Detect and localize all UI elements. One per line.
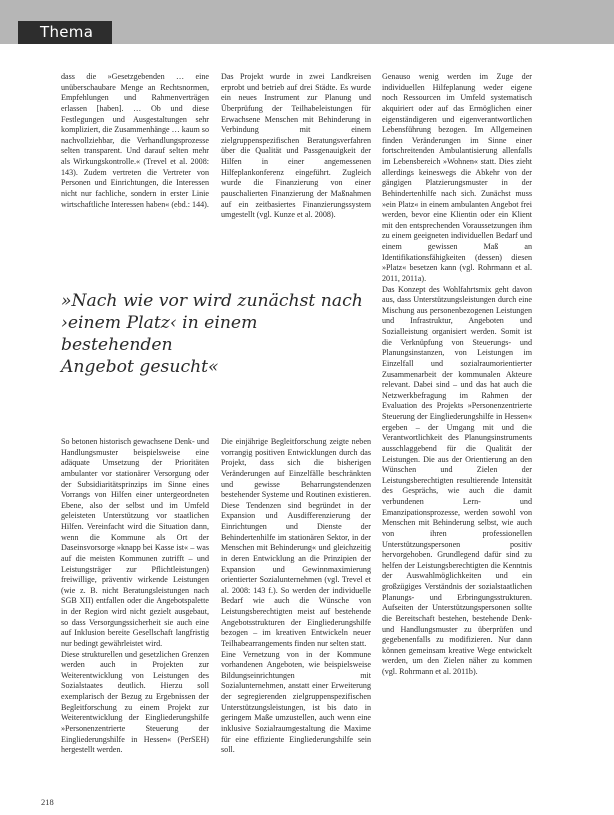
column-1-bottom <box>61 437 209 756</box>
paragraph: Das Projekt wurde in zwei Landkreisen erprobt und betrieb auf drei Städte. Es wurde ein neues Instrument zur Planung und Überprüfung der Teilhabeleistungen für Erwachsene Menschen mit Behinderung in Verbindung mit einem zielgruppenspezifischen Beratungsverfahren über die Qualität und Passgenauigkeit der Hilfen in einer angemessenen Hilfeplankonferenz eingeführt. Zugleich wurde die Finanzierung von einer pauschalierten Finanzierung der Maßnahmen auf ein zeitbasiertes Finanzierungssystem umgestellt (vgl. Kunze et al. 2008). <box>221 72 371 220</box>
pull-quote-line: Angebot gesucht« <box>61 357 219 377</box>
pull-quote <box>61 290 371 378</box>
column-1-top <box>61 72 209 210</box>
pull-quote-line: »Nach wie vor wird zunächst nach <box>61 291 363 311</box>
column-3 <box>382 72 532 678</box>
paragraph: Eine Vernetzung von in der Kommune vorhandenen Angeboten, wie beispielsweise Bildungseinrichtungen mit Sozialunternehmen, anstatt einer Erweiterung der segregierenden zielgruppenspezifischen Unterstützungsleistungen, ist bis dato in geringem Maße umzustellen, auch wenn eine inklusive Sozialraumgestaltung die Maxime für eine effiziente Eingliederungshilfe sein soll. <box>221 649 371 755</box>
paragraph: Das Konzept des Wohlfahrtsmix geht davon aus, dass Unterstützungsleistungen durch eine Mischung aus personenbezogenen Leistungen und Infrastruktur, Angeboten und Sozialleistung organisiert werden. Somit ist die Verknüpfung von Steuerungs- und Planungsinstanzen, von Leistungen im Einzelfall und sozialraumorientierter Zusammenarbeit der kommunalen Akteure relevant. Dabei sind – und das hat auch die Netzwerkbefragung im Rahmen der Evaluation des Projekts »Personenzentrierte Steuerung der Eingliederungshilfe in Hessen« ergeben – der Umgang mit und die Verantwortlichkeit des Planungsinstruments ausschlaggebend für die Qualität der Leistungen. Die aus der Orientierung an den Wünschen und Zielen der Leistungsberechtigten resultierende Intensität des Gesprächs, wie auch die damit verbundenen Lern- und Emanzipationsprozesse, werden sowohl von Menschen mit Behinderung selbst, wie auch von ihren professionellen Unterstützungspersonen positiv hervorgehoben. Grundlegend dafür sind zu helfen der Leistungsberechtigten die Kenntnis der Auswahlmöglichkeiten und ein großzügiges Verständnis der sozialstaatlichen Planungs- und Erbringungsstrukturen. Aufseiten der Unterstützungspersonen sollte die Bereitschaft bestehen, bestehende Denk- und Handlungsmuster zu überprüfen und gegebenenfalls zu modifizieren. Nur dann können gemeinsam kreative Wege entwickelt werden, um den Zielen näher zu kommen (vgl. Rohrmann et al. 2011b). <box>382 284 532 676</box>
paragraph: So betonen historisch gewachsene Denk- und Handlungsmuster beispielsweise eine adäquate Umsetzung der Prioritäten ambulanter vor stationärer Versorgung oder der Subsidiaritätsprinzips im Sinne eines Vorrangs von Hilfen einer untergeordneten Ebene, also der selbst und im Umfeld geleisteten Unterstützung vor staatlichen Hilfen. Vereinfacht wird die Situation dann, wenn die Kommune als Ort der Daseinsvorsorge »knapp bei Kasse ist« – was auf die meisten Kommunen zutrifft – und Leistungsträger zur Pflichtleistungen) freiwillige, präventiv wirkende Leistungen (wie z. B. nicht Beratungsleistungen nach SGB XII) entfallen oder die Angebotspalette in der Region wird nicht gezielt ausgebaut, so dass Versorgungssicherheit sie auch eine auf Inklusion bereite Gesellschaft langfristig nur bedingt gewährleistet wird. <box>61 437 209 648</box>
paragraph: Diese strukturellen und gesetzlichen Grenzen werden auch in Projekten zur Weiterentwicklung von Leistungen des Sozialstaates deutlich. Hierzu soll exemplarisch der Bezug zu Ergebnissen der Begleitforschung zu einem Projekt zur Weiterentwicklung der Eingliederungshilfe »Personenzentrierte Steuerung der Eingliederungshilfe in Hessen« (PerSEH) hergestellt werden. <box>61 649 209 755</box>
pull-quote-line: ›einem Platz‹ in einem bestehenden <box>61 313 258 355</box>
paragraph: dass die »Gesetzgebenden … eine unüberschaubare Menge an Rechtsnormen, Empfehlungen und Rahmenverträgen erlassen [haben]. … Ob und diese Festlegungen und Ausgestaltungen sehr kompliziert, die Zusammenhänge … kaum so nachvollziehbar, die Verhandlungsprozesse selten transparent. Und darauf selten mehr als Wirkungskontrolle.« (Trevel et al. 2008: 143). Zudem vertreten die Vertreter von Personen und Einrichtungen, die Interessen nicht nur fachliche, sondern in erster Linie wirtschaftliche Interessen haben« (ebd.: 144). <box>61 72 209 209</box>
column-2-top <box>221 72 371 221</box>
column-2-bottom <box>221 437 371 756</box>
section-label: Thema <box>40 23 94 41</box>
paragraph: Genauso wenig werden im Zuge der individuellen Hilfeplanung weder eigene noch Ressourcen im Umfeld systematisch akquiriert oder auf das Ermöglichen einer eigenständigeren und eigenverantwortlichen Lebensführung bezogen. Im Allgemeinen finden Veränderungen im Sinne einer fortschreitenden Ambulantisierung allenfalls im Lebensbereich »Wohnen« statt. Dies zieht allerdings keineswegs die Abkehr von der gängigen Platzierungsmuster in der Behindertenhilfe nach sich. Zunächst muss »ein Platz« in einem ambulanten Angebot frei werden, bevor eine Klientin oder ein Klient mit den entsprechenden Voraussetzungen ihm zu einem geeigneten individuellen Bedarf und einem gewissen Maß an Identifikationsfähigkeiten (dessen) diesen »Platz« besetzen kann (vgl. Rohrmann et al. 2011, 2011a). <box>382 72 532 283</box>
paragraph: Die einjährige Begleitforschung zeigte neben vorrangig positiven Entwicklungen durch das Projekt, dass sich die bisherigen Veränderungen auf Einzelfälle beschränkten und gewisse Beharrungstendenzen bestehender Systeme und Routinen existieren. Diese Tendenzen sind begründet in der Expansion und Ausdifferenzierung der Einrichtungen und Dienste der Behindertenhilfe im stationären Sektor, in der Menschen mit Behinderung« und gleichzeitig in deren Entwicklung an die Prinzipien der Expansion und Gewinnmaximierung orientierter Sozialunternehmen (vgl. Trevel et al. 2008: 143 f.). So werden der individuelle Bedarf wie auch die Wünsche von Leistungsberechtigten meist auf bestehende Angebotsstrukturen der Eingliederungshilfe bezogen – im kreativen Entwickeln neuer Teilhabearrangements finden nur selten statt. <box>221 437 371 648</box>
page-number: 218 <box>41 797 54 807</box>
